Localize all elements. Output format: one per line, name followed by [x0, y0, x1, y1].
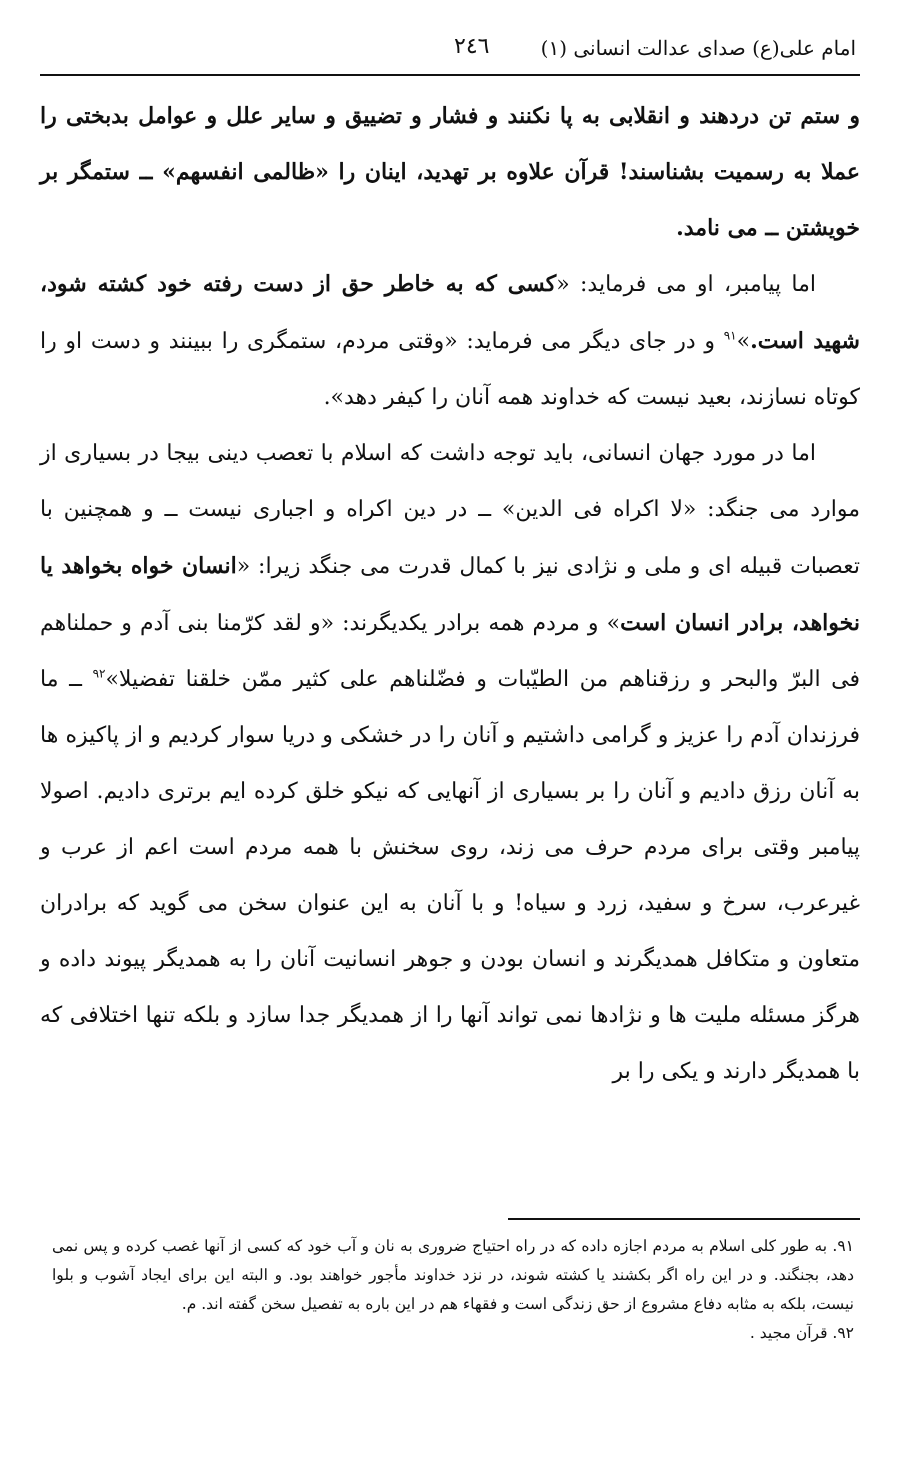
paragraph-1: و ستم تن دردهند و انقلابی به پا نکنند و فشار و تضییق و سایر علل و عوامل بدبختی را عملا به رسمیت بشناسند! قرآن علاوه بر تهدید، اینان را «ظالمی انفسهم» ــ ستمگر بر خویشتن ــ می نامد. — [40, 103, 860, 241]
footnote-91: ۹۱. به طور کلی اسلام به مردم اجازه داده که در راه احتیاج ضروری به نان و آب خود که کسی از آنها غصب کرده و پس نمی دهد، بجنگند. و در این راه اگر بکشند یا کشته شوند، در نزد خداوند مأجور خواهند بود. و البته این برای ایجاد آشوب و بلوا نیست، بلکه به مثابه دفاع مشروع از حق زندگی است و فقهاء هم در این باره به تفصیل سخن گفته اند. م. — [52, 1237, 854, 1313]
quote-close: » — [736, 329, 751, 354]
brotherhood-quote-bold: انسان خواه بخواهد یا نخواهد، برادر انسان است — [40, 553, 860, 636]
footnote-92: ۹۲. قرآن مجید . — [749, 1324, 854, 1342]
header-rule — [40, 74, 860, 76]
hadith-quote-bold: کسی که به خاطر حق از دست رفته خود کشته شود، شهید است. — [40, 271, 860, 354]
paragraph-3-text-c: ــ ما فرزندان آدم را عزیز و گرامی داشتیم و آنان را در خشکی و دریا سوار کردیم و از پاکیزه ها به آنان رزق دادیم و آنان را بر بسیاری از آنهایی که نیکو خلق کرده ایم برتری دادیم. اصولا پیامبر وقتی برای مردم حرف می زند، روی سخنش با همه مردم است اعم از عرب و غیرعرب، سرخ و سفید، زرد و سیاه! و با آنان به این عنوان سخن می گوید که برادران متعاون و متکافل همدیگرند و انسان بودن و جوهر انسانیت آنان را به همدیگر پیوند داده و هرگز مسئله ملیت ها و نژادها نمی تواند آنها را از همدیگر جدا سازد و بلکه تنها اختلافی که با همدیگر دارند و یکی را بر — [40, 667, 860, 1084]
paragraph-3 — [40, 426, 860, 1100]
body-text — [40, 88, 860, 1100]
running-title: امام علی(ع) صدای عدالت انسانی (۱) — [540, 36, 856, 60]
page-header — [44, 30, 856, 70]
paragraph-2 — [40, 256, 860, 426]
footnotes — [52, 1232, 854, 1348]
footnote-rule — [508, 1218, 860, 1220]
paragraph-2-text-a: اما پیامبر، او می فرماید: « — [556, 272, 816, 297]
paragraph-2-text-b: و در جای دیگر می فرماید: «وقتی مردم، ستمگری را ببینند و دست او را کوتاه نسازند، بعید نیست که خداوند همه آنان را کیفر دهد». — [40, 329, 860, 410]
paragraph-3-text-a: اما در مورد جهان انسانی، باید توجه داشت که اسلام با تعصب دینی بیجا در بسیاری از موارد می جنگد: «لا اکراه فی الدین» ــ در دین اکراه و اجباری نیست ــ و همچنین با تعصبات قبیله ای و ملی و نژادی نیز با کمال قدرت می جنگد زیرا: « — [40, 441, 860, 579]
footnote-ref-91[interactable]: ۹۱ — [723, 328, 737, 343]
page-number: ۲٤٦ — [454, 34, 490, 59]
paragraph-3-text-b: » و مردم همه برادر یکدیگرند: «و لقد کرّمنا بنی آدم و حملناهم فی البرّ والبحر و رزقناهم من الطیّبات و فضّلناهم علی کثیر ممّن خلقنا تفضیلا» — [40, 611, 860, 692]
footnote-ref-92[interactable]: ۹۲ — [92, 666, 106, 681]
